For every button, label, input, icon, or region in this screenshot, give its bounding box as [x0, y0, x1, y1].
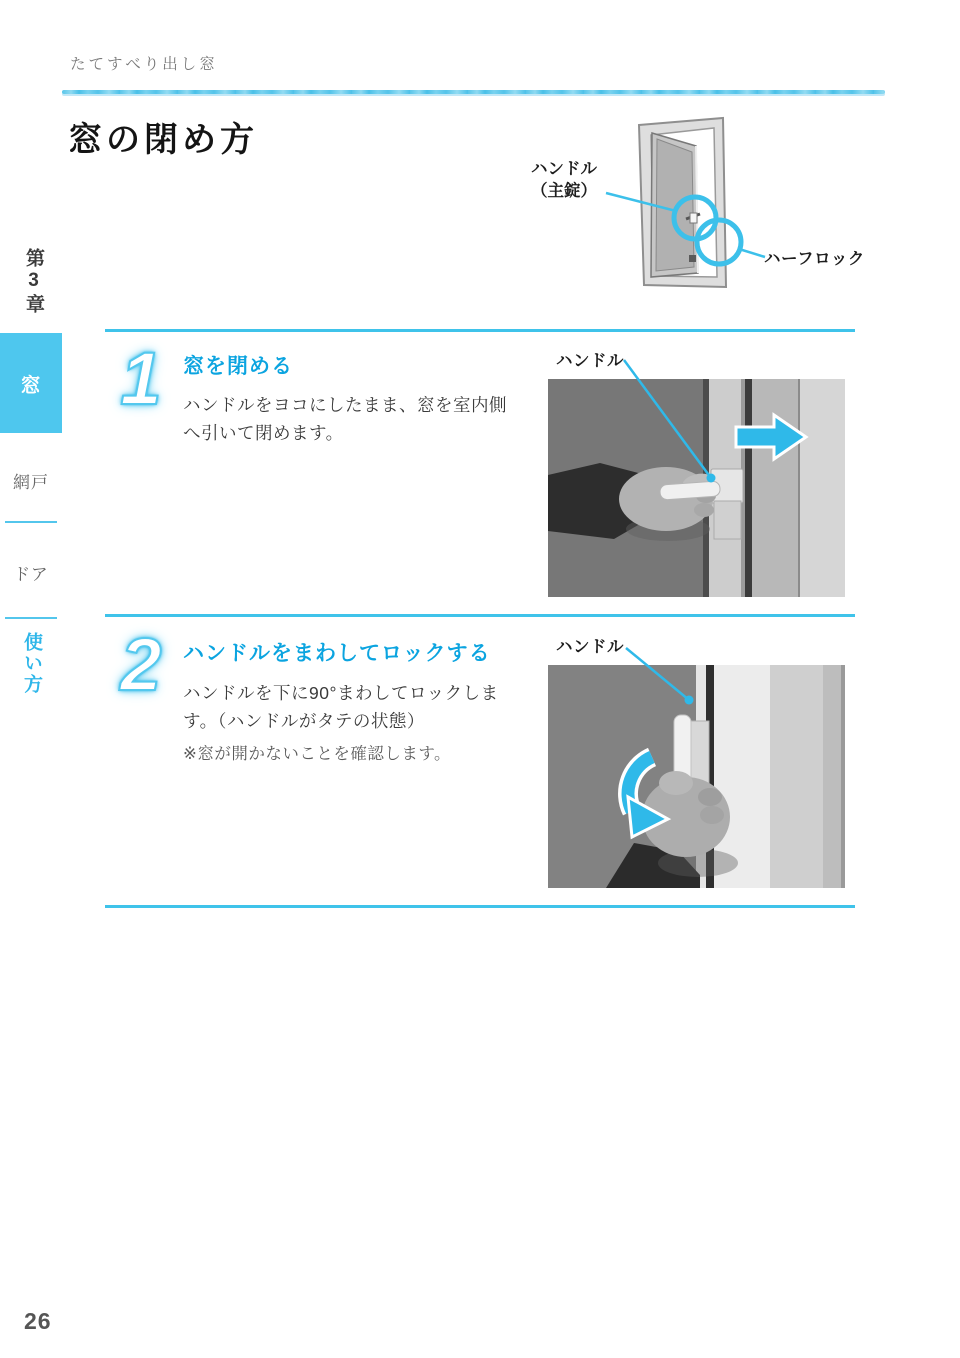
window-diagram-illustration	[510, 105, 880, 305]
section-header-label: たてすべり出し窓	[70, 56, 218, 73]
diagram-handle-label-line1: ハンドル	[531, 160, 597, 178]
sidebar-chapter-label: 第3章	[23, 248, 44, 316]
step1-figure	[548, 344, 845, 597]
step2-note: ※窓が開かないことを確認します。	[183, 745, 452, 763]
step2-top-rule	[105, 614, 855, 617]
step2-body: ハンドルを下に90°まわしてロックします。（ハンドルがタテの状態）	[183, 683, 499, 732]
diagram-halflock-label: ハーフロック	[764, 250, 865, 268]
sidebar-tab-usage[interactable]: 使い方	[21, 632, 42, 695]
diagram-handle-label-line2: （主錠）	[531, 182, 597, 201]
sidebar-tab-screen[interactable]: 網戸	[13, 473, 49, 492]
page-number: 26	[24, 1308, 52, 1334]
step2-photo	[548, 665, 845, 888]
window-diagram	[510, 105, 880, 305]
brush-divider	[62, 90, 885, 94]
step1-body: ハンドルをヨコにしたまま、窓を室内側へ引いて閉めます。	[183, 395, 507, 444]
sidebar-tab-window[interactable]: 窓	[0, 333, 62, 433]
step2-number: 2	[120, 623, 162, 706]
sidebar-separator	[5, 617, 57, 619]
page-title: 窓の閉め方	[68, 121, 258, 159]
step2-figure	[548, 630, 845, 888]
step1-number: 1	[120, 337, 162, 420]
sidebar-separator	[5, 521, 57, 523]
diagram-handle-label	[518, 158, 610, 203]
step1-top-rule	[105, 329, 855, 332]
bottom-rule	[105, 905, 855, 908]
step1-heading: 窓を閉める	[183, 355, 293, 378]
step1-photo	[548, 379, 845, 597]
step2-photo-handle-label: ハンドル	[556, 638, 624, 656]
step1-photo-handle-label: ハンドル	[556, 352, 624, 370]
sidebar-tab-door[interactable]: ドア	[13, 565, 49, 584]
step2-heading: ハンドルをまわしてロックする	[183, 642, 491, 665]
